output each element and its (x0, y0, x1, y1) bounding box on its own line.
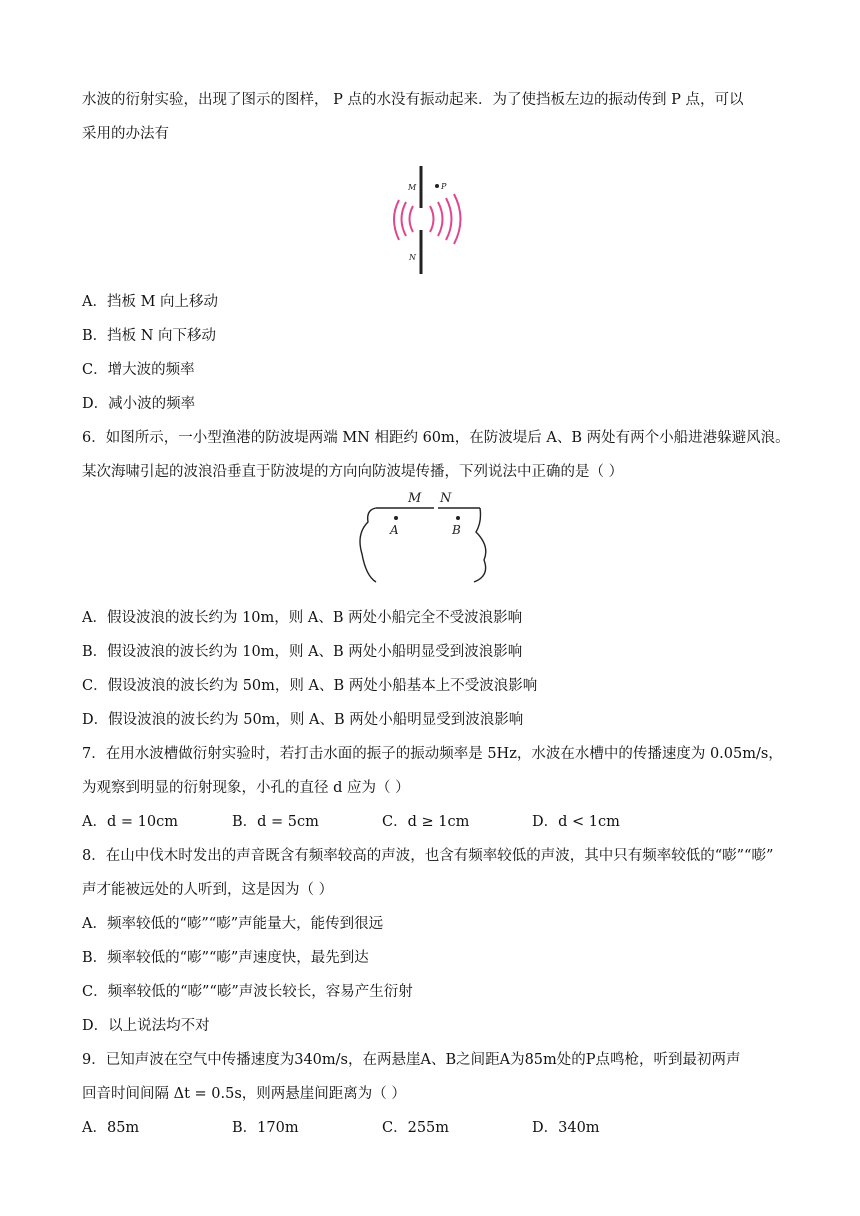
q5-option-c: C．增大波的频率 (82, 362, 195, 378)
shore-right (474, 508, 486, 582)
q8-option-c: C．频率较低的“嘭”“嘭”声波长较长，容易产生衍射 (82, 984, 413, 1000)
q6-option-b: B．假设波浪的波长约为 10m，则 A、B 两处小船明显受到波浪影响 (82, 644, 523, 660)
q6-option-a: A．假设波浪的波长约为 10m，则 A、B 两处小船完全不受波浪影响 (82, 610, 523, 626)
harbor-figure (352, 486, 494, 586)
q7-stem-line-1: 7．在用水波槽做衍射实验时，若打击水面的振子的振动频率是 5Hz，水波在水槽中的传播速度为 0.05m/s， (82, 746, 783, 762)
q7-option-d: D．d < 1cm (532, 814, 620, 830)
q9-stem-line-1: 9．已知声波在空气中传播速度为340m/s，在两悬崖A、B之间距A为85m处的P点鸣枪，听到最初两声 (82, 1052, 741, 1068)
q8-stem-line-2: 声才能被远处的人听到，这是因为（ ） (82, 882, 334, 898)
label-m: M (408, 491, 422, 506)
q8-option-d: D．以上说法均不对 (82, 1018, 210, 1034)
intro-line-2: 采用的办法有 (82, 126, 169, 142)
q5-option-d: D．减小波的频率 (82, 396, 196, 412)
label-b: B (452, 523, 461, 537)
label-m: M (408, 183, 417, 192)
q6-stem-line-1: 6．如图所示，一小型渔港的防波堤两端 MN 相距约 60m，在防波堤后 A、B 两处有两个小船进港躲避风浪。 (82, 430, 790, 446)
q6-option-c: C．假设波浪的波长约为 50m，则 A、B 两处小船基本上不受波浪影响 (82, 678, 538, 694)
label-n: N (409, 253, 416, 262)
q8-option-b: B．频率较低的“嘭”“嘭”声速度快，最先到达 (82, 950, 369, 966)
q7-option-a: A．d = 10cm (82, 814, 178, 830)
q6-stem-line-2: 某次海啸引起的波浪沿垂直于防波堤的方向向防波堤传播，下列说法中正确的是（ ） (82, 464, 624, 480)
point-p (435, 184, 439, 188)
shore-left (360, 508, 376, 582)
q9-option-c: C．255m (382, 1120, 450, 1136)
q6-option-d: D．假设波浪的波长约为 50m，则 A、B 两处小船明显受到波浪影响 (82, 712, 524, 728)
label-a: A (390, 523, 399, 537)
q9-option-d: D．340m (532, 1120, 600, 1136)
q9-option-a: A．85m (82, 1120, 140, 1136)
q8-option-a: A．频率较低的“嘭”“嘭”声能量大，能传到很远 (82, 916, 384, 932)
intro-line-1: 水波的衍射实验，出现了图示的图样， P 点的水没有振动起来．为了使挡板左边的振动传到 P 点，可以 (82, 92, 744, 108)
q8-stem-line-1: 8．在山中伐木时发出的声音既含有频率较高的声波，也含有频率较低的声波，其中只有频率较低的“嘭”“嘭” (82, 848, 774, 864)
label-n: N (440, 491, 452, 506)
q5-option-a: A．挡板 M 向上移动 (82, 294, 219, 310)
label-p: P (441, 182, 447, 191)
q9-stem-line-2: 回音时间间隔 Δt = 0.5s，则两悬崖间距离为（ ） (82, 1086, 406, 1102)
diffraction-figure (388, 156, 484, 278)
point-a (394, 516, 398, 520)
point-b (456, 516, 460, 520)
q9-option-b: B．170m (232, 1120, 299, 1136)
q7-option-c: C．d ≥ 1cm (382, 814, 470, 830)
q7-option-b: B．d = 5cm (232, 814, 319, 830)
q5-option-b: B．挡板 N 向下移动 (82, 328, 217, 344)
q7-stem-line-2: 为观察到明显的衍射现象，小孔的直径 d 应为（ ） (82, 780, 410, 796)
